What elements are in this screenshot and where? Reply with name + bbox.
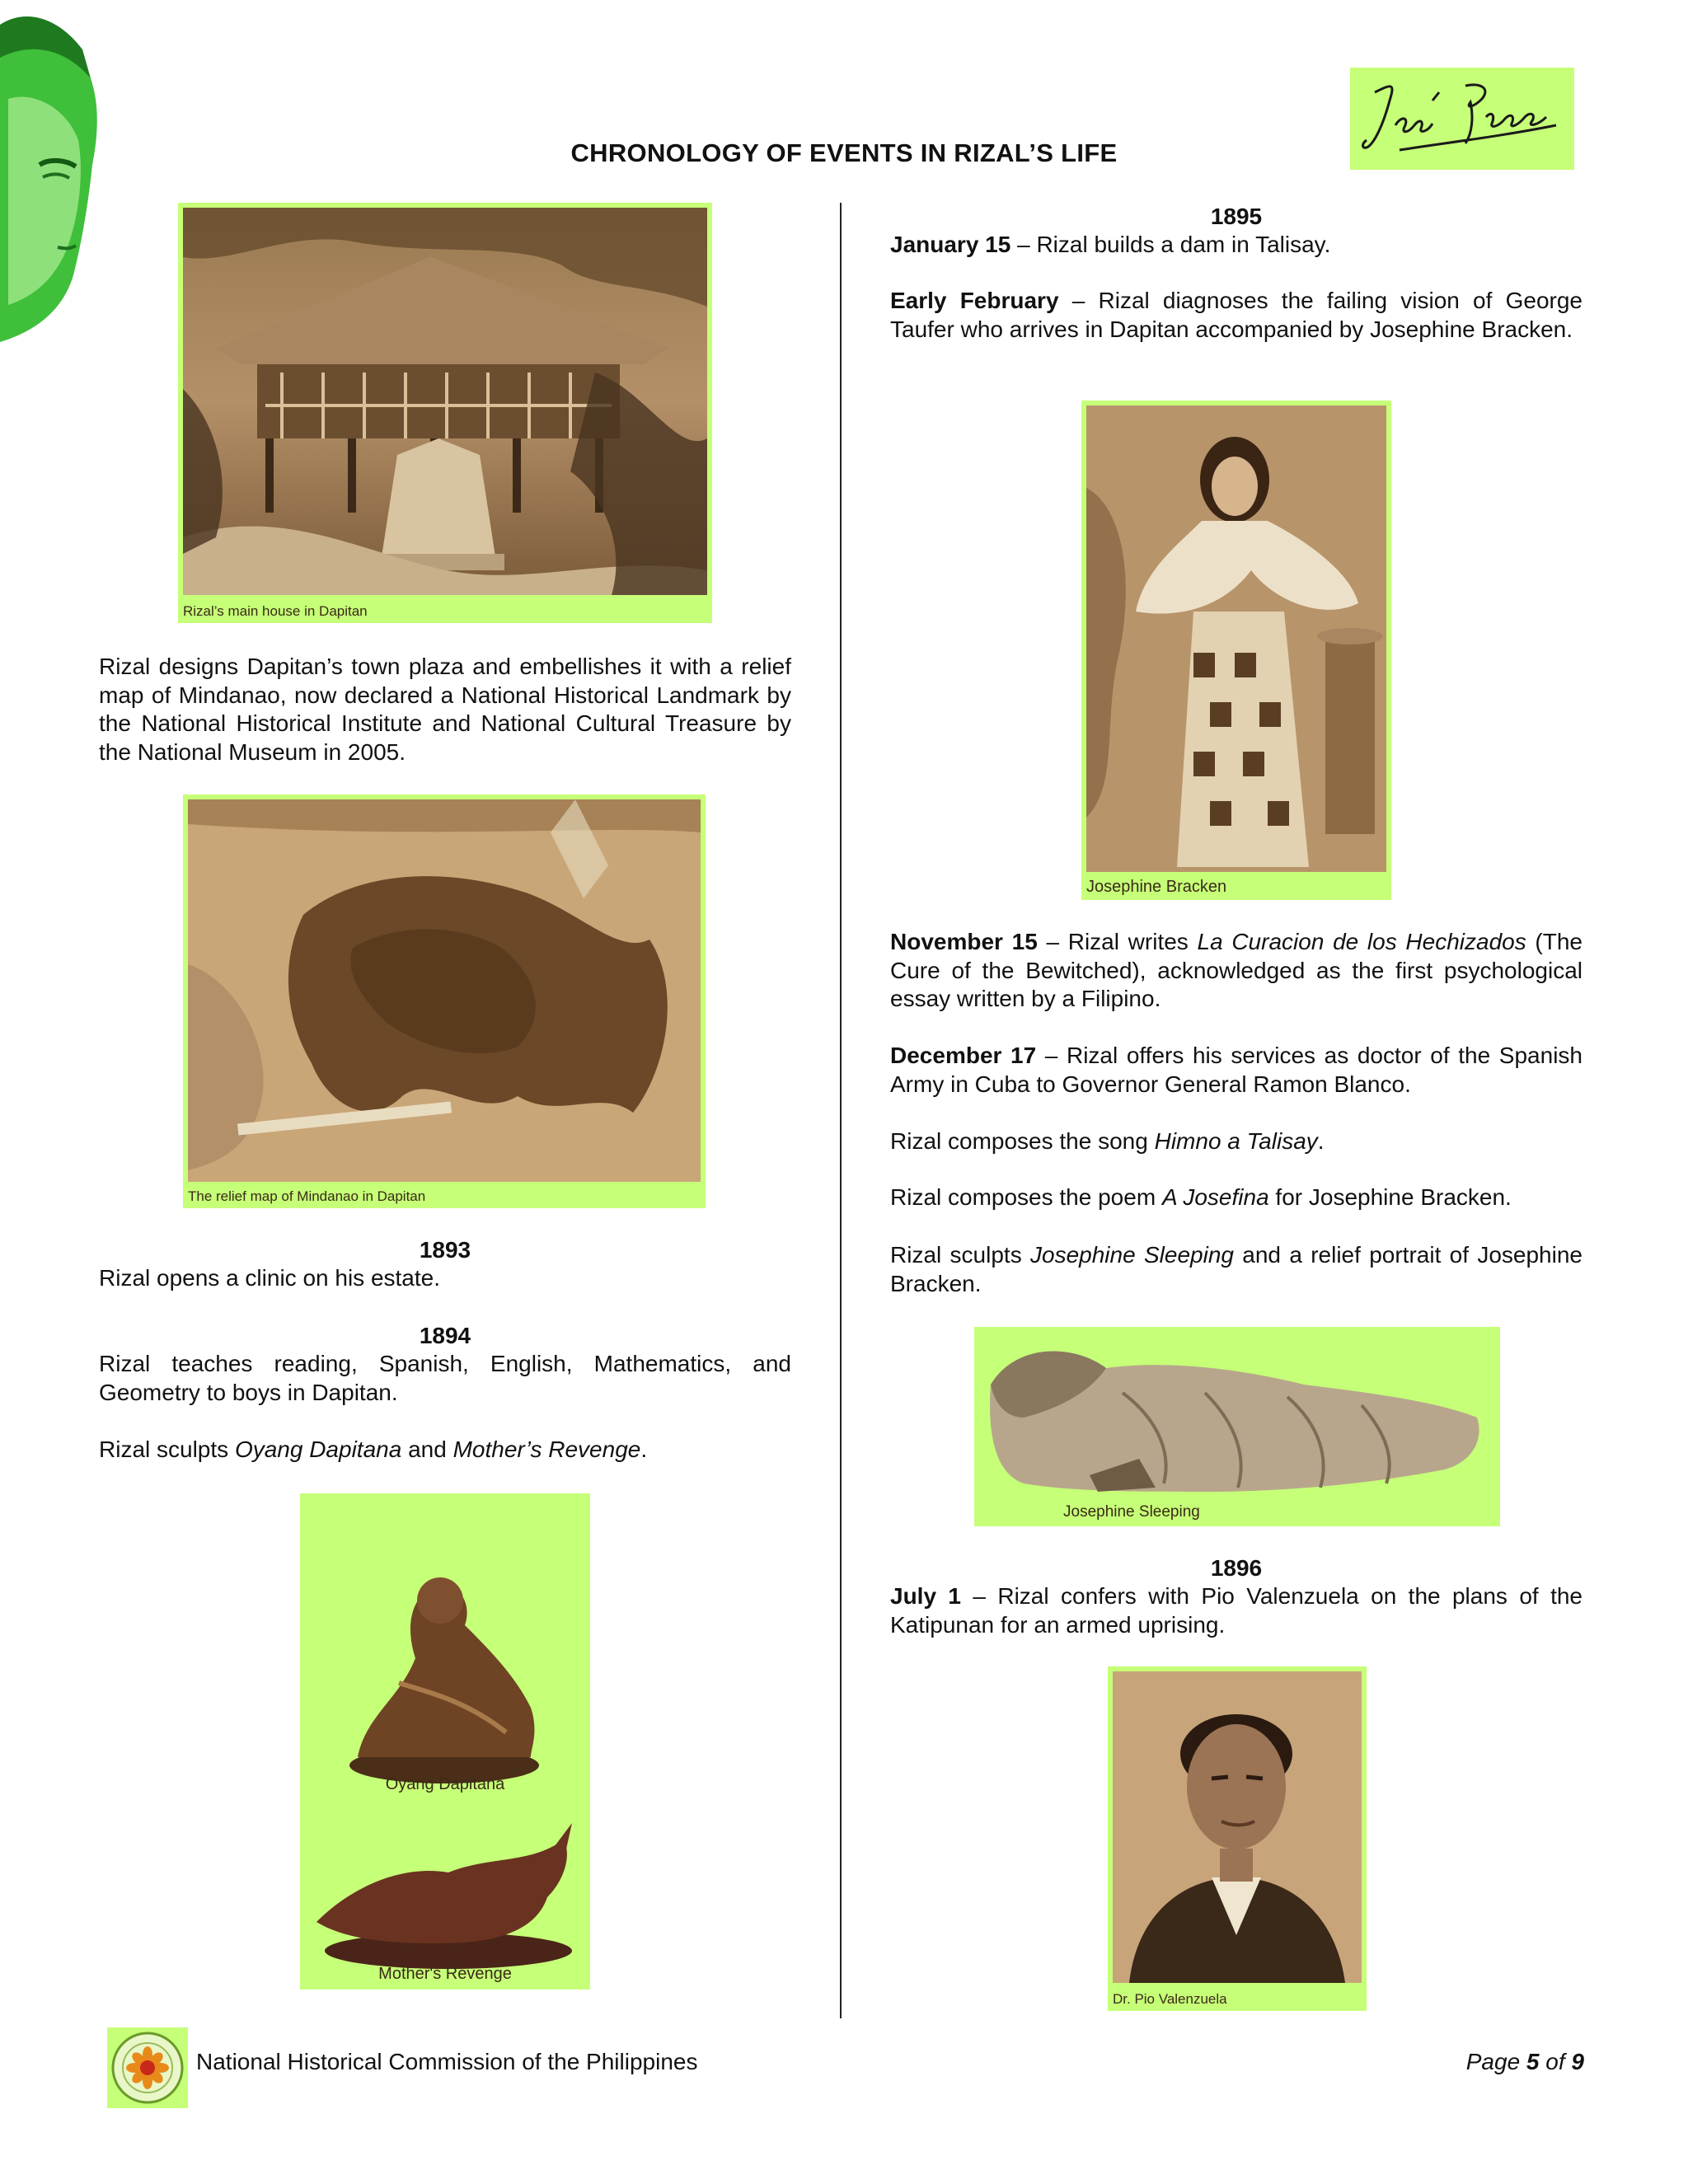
date-jul1: July 1 bbox=[890, 1583, 961, 1609]
year-heading-1895: 1895 bbox=[1210, 204, 1263, 229]
photo-caption: Rizal’s main house in Dapitan bbox=[183, 603, 368, 619]
page-word: Page bbox=[1465, 2049, 1526, 2074]
page-number bbox=[1302, 2049, 1584, 2075]
year-heading-1896: 1896 bbox=[1210, 1555, 1263, 1581]
event-1894: Rizal teaches reading, Spanish, English, Mathematics, and Geometry to boys in Dapitan. bbox=[99, 1351, 791, 1405]
title-himno-a-talisay: Himno a Talisay bbox=[1154, 1128, 1318, 1154]
text-song-end: . bbox=[1317, 1128, 1325, 1154]
nhcp-logo bbox=[107, 2027, 188, 2108]
rizal-portrait-graphic bbox=[0, 0, 107, 346]
photo-relief-map bbox=[183, 794, 706, 1208]
of-word: of bbox=[1539, 2049, 1572, 2074]
work-oyang-dapitana: Oyang Dapitana bbox=[234, 1436, 402, 1462]
photo-pio-valenzuela bbox=[1108, 1666, 1367, 2011]
page-current: 5 bbox=[1526, 2049, 1540, 2074]
event-jan15 bbox=[890, 231, 1582, 260]
sculpt-prefix: Rizal sculpts bbox=[99, 1436, 235, 1462]
text-nov15-post: (The Cure of the Bewitched), acknowledged as the first psychological essay written by a Filipino. bbox=[890, 929, 1583, 1011]
rizal-house-image bbox=[183, 208, 707, 595]
text-sculpt-pre: Rizal sculpts bbox=[890, 1242, 1031, 1268]
event-early-february bbox=[890, 287, 1582, 344]
event-1893: Rizal opens a clinic on his estate. bbox=[99, 1265, 440, 1291]
photo-caption: The relief map of Mindanao in Dapitan bbox=[188, 1188, 426, 1204]
date-early-february: Early February bbox=[890, 288, 1059, 313]
date-nov15: November 15 bbox=[890, 929, 1038, 954]
work-mothers-revenge: Mother’s Revenge bbox=[452, 1436, 641, 1462]
photo-caption: Dr. Pio Valenzuela bbox=[1113, 1991, 1227, 2007]
text-jan15: – Rizal builds a dam in Talisay. bbox=[1010, 232, 1331, 257]
text-sculpt-post: and a relief portrait of Josephine Bracken. bbox=[890, 1242, 1582, 1296]
pio-valenzuela-image bbox=[1113, 1671, 1362, 1983]
page-total: 9 bbox=[1571, 2049, 1584, 2074]
caption-oyang-dapitana: Oyang Dapitana bbox=[385, 1775, 505, 1793]
text-dec17: – Rizal offers his services as doctor of the Spanish Army in Cuba to Governor General Ramon Blanco. bbox=[890, 1043, 1582, 1097]
event-sculpt-josephine bbox=[890, 1241, 1582, 1298]
page-title: CHRONOLOGY OF EVENTS IN RIZAL’S LIFE bbox=[570, 138, 1118, 167]
event-jul1 bbox=[890, 1582, 1582, 1639]
date-dec17: December 17 bbox=[890, 1043, 1037, 1068]
photo-sculptures bbox=[300, 1493, 590, 1990]
text-poem-post: for Josephine Bracken. bbox=[1268, 1184, 1512, 1210]
josephine-sleeping-image bbox=[974, 1327, 1500, 1526]
text-early-february: – Rizal diagnoses the failing vision of George Taufer who arrives in Dapitan accompanied by Josephine Bracken. bbox=[890, 288, 1582, 342]
photo-josephine-sleeping bbox=[974, 1327, 1500, 1526]
sculpt-paragraph bbox=[99, 1436, 791, 1465]
sculpt-and: and bbox=[401, 1436, 453, 1462]
text-jul1: – Rizal confers with Pio Valenzuela on the plans of the Katipunan for an armed uprising. bbox=[890, 1583, 1582, 1638]
caption-mothers-revenge: Mother's Revenge bbox=[378, 1965, 512, 1983]
josephine-bracken-image bbox=[1086, 405, 1386, 872]
date-jan15: January 15 bbox=[890, 232, 1011, 257]
title-a-josefina: A Josefina bbox=[1161, 1184, 1269, 1210]
relief-map-image bbox=[188, 799, 701, 1182]
photo-caption: Josephine Bracken bbox=[1086, 878, 1227, 896]
event-poem bbox=[890, 1183, 1582, 1212]
text-poem-pre: Rizal composes the poem bbox=[890, 1184, 1162, 1210]
photo-josephine-bracken bbox=[1081, 401, 1391, 900]
year-heading-1893: 1893 bbox=[419, 1237, 471, 1263]
event-song bbox=[890, 1127, 1582, 1156]
event-dec17 bbox=[890, 1042, 1582, 1099]
caption-josephine-sleeping: Josephine Sleeping bbox=[1063, 1503, 1200, 1521]
text-song-pre: Rizal composes the song bbox=[890, 1128, 1155, 1154]
footer-organization: National Historical Commission of the Philippines bbox=[196, 2049, 698, 2074]
column-divider bbox=[840, 203, 842, 2018]
title-la-curacion: La Curacion de los Hechizados bbox=[1197, 929, 1526, 954]
event-nov15 bbox=[890, 928, 1582, 1014]
plaza-paragraph: Rizal designs Dapitan’s town plaza and embellishes it with a relief map of Mindanao, now declared a National Historical Landmark by the National Historical Institute and National Cultural Treasure by the National Museum in 2005. bbox=[99, 654, 791, 765]
sculptures-image bbox=[300, 1493, 590, 1990]
photo-rizal-house bbox=[178, 203, 712, 623]
sculpt-end: . bbox=[640, 1436, 648, 1462]
title-josephine-sleeping: Josephine Sleeping bbox=[1030, 1242, 1234, 1268]
text-nov15-pre: – Rizal writes bbox=[1037, 929, 1198, 954]
year-heading-1894: 1894 bbox=[419, 1323, 471, 1348]
